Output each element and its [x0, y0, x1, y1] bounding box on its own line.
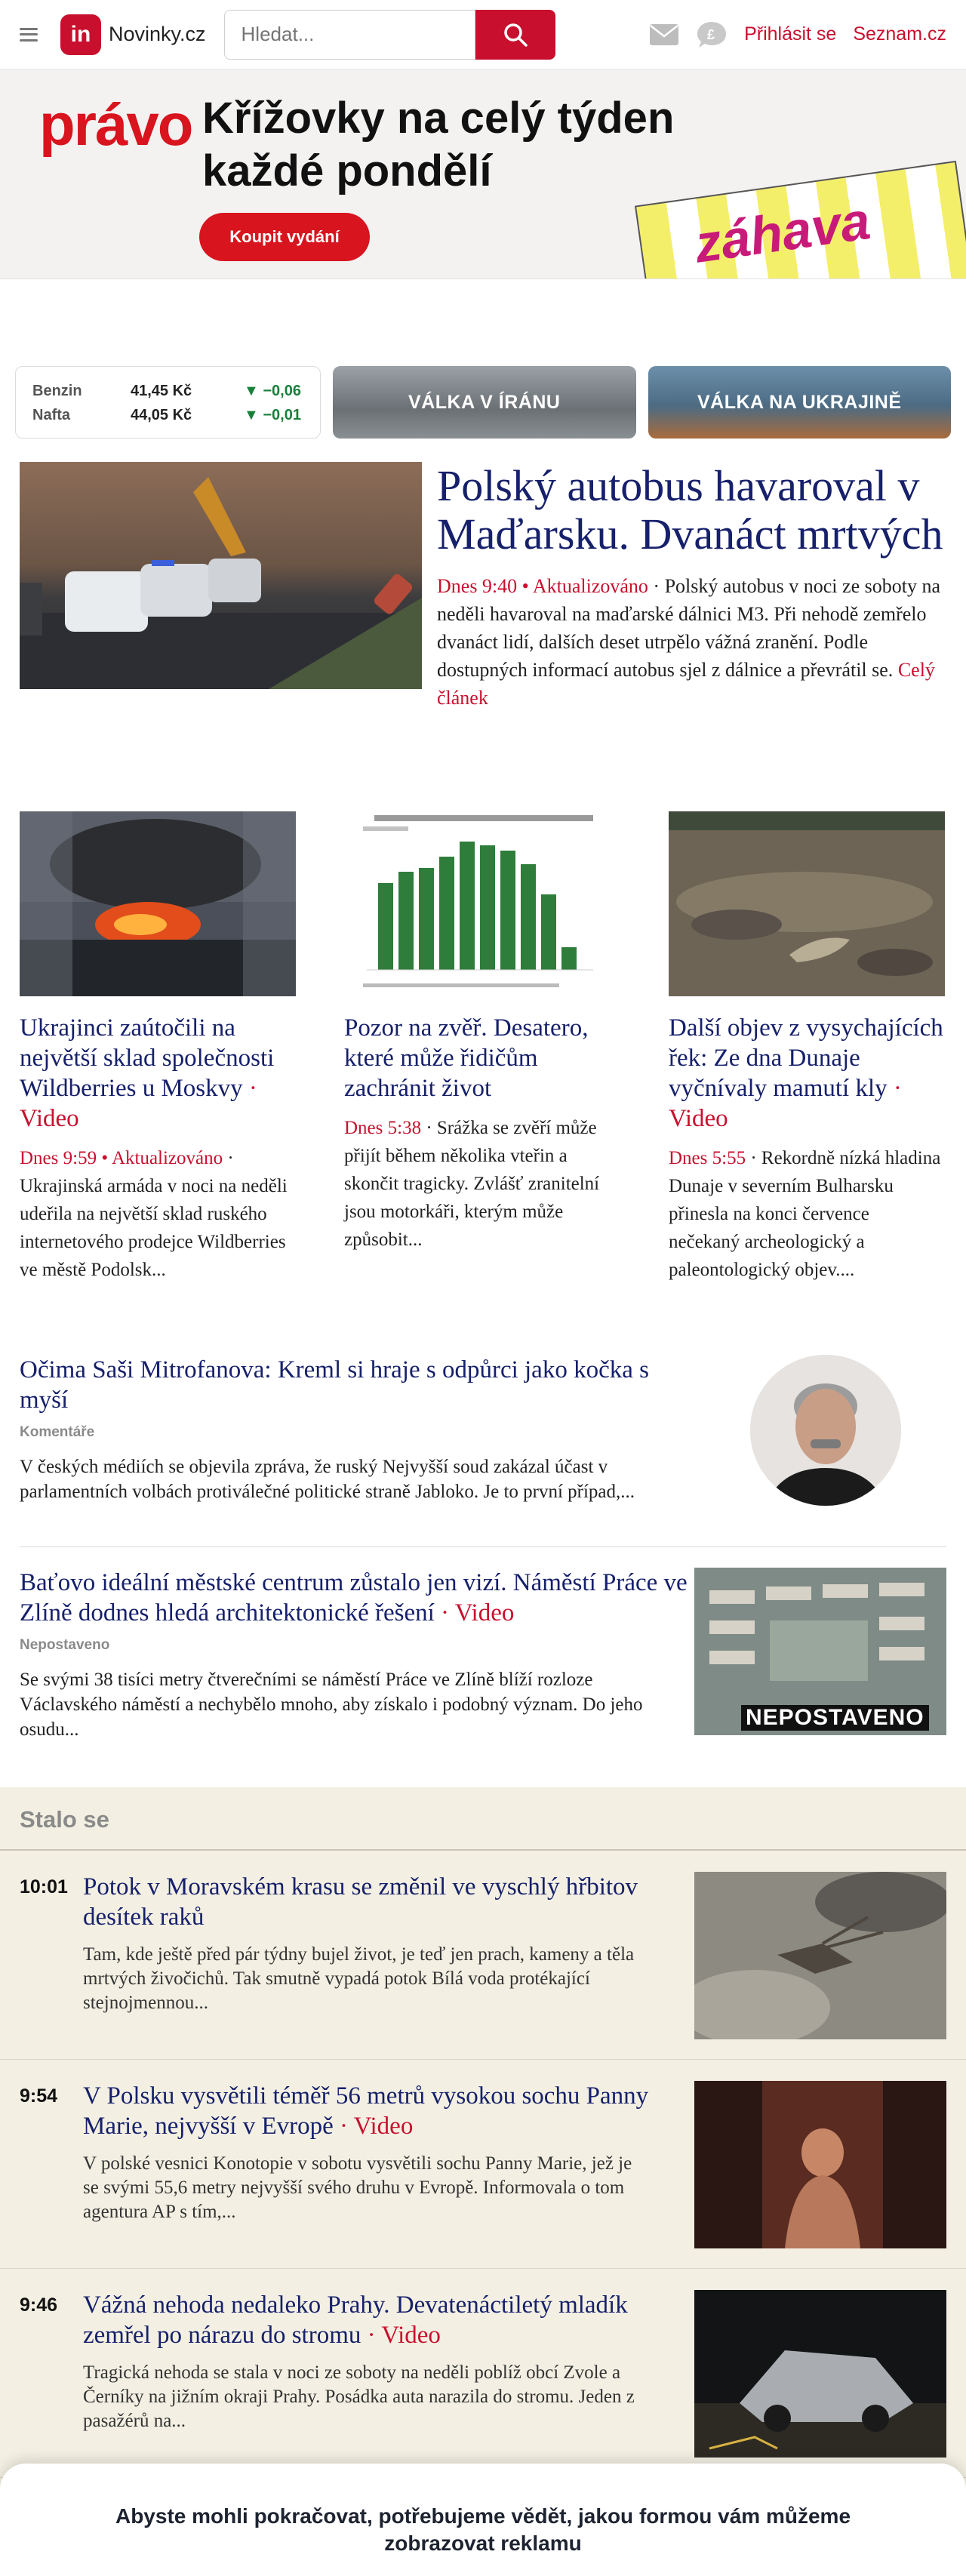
article-title[interactable] — [669, 1013, 945, 1134]
commentary-title[interactable]: Očima Saši Mitrofanova: Kreml si hraje s odpůrci jako kočka s myší — [20, 1356, 649, 1414]
latest-news-item — [0, 2269, 966, 2478]
banner-headline — [202, 92, 674, 198]
pravo-logo: právo — [39, 91, 192, 158]
fuel-prices-widget[interactable] — [15, 366, 321, 439]
commentary-perex: V českých médiích se objevila zpráva, že ruský Nejvyšší soud zakázal účast v parlamentních volbách protiválečné politické straně Jabloko. Je to první případ,... — [20, 1457, 635, 1502]
fuel-name: Nafta — [32, 406, 71, 423]
danube-riverbed-photo — [669, 811, 945, 996]
fuel-row-diesel — [32, 403, 303, 427]
lead-article-perex — [437, 572, 946, 712]
car-crash-photo — [694, 2290, 946, 2458]
perex-text: Srážka se zvěří může přijít během několika vteřin a skončit tragicky. Zvlášť zranitelní jsou motorkáři, kterým může způsobit... — [344, 1118, 600, 1250]
article-title[interactable] — [344, 1013, 620, 1103]
header-actions — [649, 20, 946, 49]
article-card — [20, 811, 296, 1284]
news-image[interactable] — [694, 2290, 946, 2458]
article-time: Dnes 9:59 • Aktualizováno — [20, 1148, 223, 1168]
search-button[interactable] — [475, 10, 555, 60]
buy-issue-button[interactable]: Koupit vydání — [199, 213, 370, 261]
search-input[interactable] — [224, 10, 475, 60]
lead-article-title[interactable]: Polský autobus havaroval v Maďarsku. Dvanáct mrtvých — [437, 461, 943, 559]
consent-text: Abyste mohli pokračovat, potřebujeme vědět, jakou formou vám můžeme zobrazovat reklamu — [115, 2504, 851, 2555]
news-body — [83, 2081, 649, 2224]
video-label: · Video — [669, 1075, 902, 1132]
news-time: 9:54 — [20, 2085, 58, 2107]
latest-news-section — [0, 1787, 966, 2576]
article-image[interactable] — [344, 811, 620, 996]
video-label: · Video — [20, 1075, 257, 1132]
category-label[interactable]: Komentáře — [20, 1424, 95, 1440]
news-title-text: Vážná nehoda nedaleko Prahy. Devatenáctiletý mladík zemřel po nárazu do stromu — [83, 2291, 628, 2349]
article-grid — [20, 811, 946, 1284]
fuel-change: ▼ −0,06 — [244, 382, 301, 399]
lead-article — [20, 462, 946, 712]
article-image[interactable] — [20, 811, 296, 996]
news-image[interactable] — [694, 1872, 946, 2039]
article-time: Dnes 5:38 — [344, 1118, 422, 1138]
bata-text — [20, 1568, 691, 1742]
news-perex: Tam, kde ještě před pár týdny bujel život, je teď jen prach, kameny a těla mrtvých živočichů. Tak smutně vypadá potok Bílá voda protékající stejnojmennou... — [83, 1944, 635, 2013]
mail-icon[interactable] — [649, 23, 679, 46]
video-label: · Video — [441, 1599, 515, 1627]
news-image[interactable] — [694, 2081, 946, 2248]
news-perex: V polské vesnici Konotopie v sobotu vysvětili sochu Panny Marie, jež je se svými 55,6 metry nejvyšší svého druhu v Evropě. Informovala o tom agentura AP s tím,... — [83, 2153, 632, 2222]
ad-consent-panel[interactable] — [0, 2464, 966, 2576]
separator: · — [653, 575, 665, 597]
article-title[interactable] — [20, 1013, 296, 1134]
banner-headline-line-1: Křížovky na celý týden — [202, 94, 675, 143]
bata-perex: Se svými 38 tisíci metry čtverečními se náměstí Práce ve Zlíně blíží rozloze Václavského náměstí a nechybělo mnoho, aby získalo i podobný význam. Do jeho osudu... — [20, 1670, 643, 1740]
commentary-text — [20, 1355, 691, 1504]
perex-text: Rekordně nízká hladina Dunaje v severním Bulharsku přinesla na konci července nečekaný archeologický a paleontologický objev.... — [669, 1148, 941, 1280]
category-label[interactable]: Nepostaveno — [20, 1637, 110, 1653]
news-body — [83, 2290, 649, 2433]
banner-headline-line-2: každé pondělí — [202, 146, 492, 195]
news-title[interactable] — [83, 2290, 649, 2350]
news-perex: Tragická nehoda se stala v noci ze soboty na neděli poblíž obcí Zvole a Černíky na jižním okraji Prahy. Posádka auta narazila do stromu. Jeden z pasažérů na... — [83, 2362, 635, 2431]
mary-statue-photo — [694, 2081, 946, 2248]
wildlife-collision-chart-image — [344, 811, 620, 996]
article-image[interactable] — [669, 811, 945, 996]
author-portrait — [750, 1355, 901, 1506]
perex-text: Polský autobus v noci ze soboty na neděli havaroval na maďarské dálnici M3. Při nehodě zemřelo dvanáct lidí, dalších deset utrpělo vážná zranění. Podle dostupných informací autobus sjel z dálnice a převrátil se. — [437, 575, 940, 681]
video-label: · Video — [340, 2113, 414, 2140]
fuel-row-petrol — [32, 379, 303, 403]
commentary-article — [20, 1355, 946, 1547]
fuel-change: ▼ −0,01 — [244, 406, 301, 423]
site-logo[interactable] — [60, 14, 206, 55]
menu-icon[interactable] — [20, 28, 38, 42]
bata-article — [20, 1568, 946, 1741]
logo-text: Novinky.cz — [109, 23, 206, 45]
article-perex: Dnes 5:38 · Srážka se zvěří může přijít během několika vteřin a skončit tragicky. Zvlášť zranitelní jsou motorkáři, kterým může způsobit... — [344, 1118, 600, 1250]
article-time: Dnes 9:40 • Aktualizováno — [437, 575, 648, 597]
perex-text: Ukrajinská armáda v noci na neděli udeřila na největší sklad ruského internetového prodejce Wildberries ve městě Podolsk... — [20, 1176, 288, 1280]
lead-article-image[interactable] — [20, 462, 422, 689]
news-title[interactable] — [83, 1872, 649, 1932]
article-title-text: Baťovo ideální městské centrum zůstalo jen vizí. Náměstí Práce ve Zlíně dodnes hledá architektonické řešení — [20, 1569, 688, 1627]
article-title-text: Ukrajinci zaútočili na největší sklad společnosti Wildberries u Moskvy — [20, 1014, 275, 1102]
bus-crash-photo — [20, 462, 422, 689]
article-card — [344, 811, 620, 1284]
nepostaveno-label: NEPOSTAVENO — [741, 1705, 929, 1731]
news-title-text: V Polsku vysvětili téměř 56 metrů vysokou sochu Panny Marie, nejvyšší v Evropě — [83, 2082, 649, 2140]
article-title-text: Další objev z vysychajících řek: Ze dna Dunaje vyčnívaly mamutí kly — [669, 1014, 943, 1102]
seznam-link[interactable]: Seznam.cz — [853, 23, 946, 45]
bata-title[interactable] — [20, 1568, 691, 1628]
fuel-price: 41,45 Kč — [131, 382, 192, 399]
latest-news-item — [0, 2060, 966, 2269]
latest-news-item — [0, 1851, 966, 2060]
news-time: 10:01 — [20, 1876, 68, 1897]
latest-news-heading[interactable]: Stalo se — [0, 1787, 966, 1851]
article-card — [669, 811, 945, 1284]
fuel-name: Benzin — [32, 382, 82, 399]
lead-article-text — [437, 462, 946, 712]
fuel-price: 44,05 Kč — [131, 406, 192, 423]
video-label: · Video — [367, 2322, 441, 2349]
crossword-magazine-image — [635, 161, 966, 279]
read-more-link[interactable]: Celý článek — [437, 659, 935, 709]
bata-image[interactable] — [694, 1568, 946, 1735]
topic-war-ukraine[interactable]: VÁLKA NA UKRAJINĚ — [648, 366, 952, 439]
author-avatar[interactable] — [750, 1355, 901, 1506]
news-body — [83, 1872, 649, 2015]
topic-war-iran[interactable]: VÁLKA V ÍRÁNU — [333, 366, 636, 439]
article-perex: Dnes 9:59 • Aktualizováno · Ukrajinská armáda v noci na neděli udeřila na největší sklad ruského internetového prodejce Wildberries ve městě Podolsk... — [20, 1148, 288, 1280]
logo-badge: in — [60, 14, 101, 55]
quick-info-row — [15, 366, 951, 439]
svg-text:£: £ — [707, 26, 715, 42]
login-link[interactable]: Přihlásit se — [744, 23, 837, 45]
article-perex: Dnes 5:55 · Rekordně nízká hladina Dunaje v severním Bulharsku přinesla na konci července nečekaný archeologický a paleontologický objev.... — [669, 1148, 941, 1280]
search-icon — [503, 22, 528, 48]
news-title[interactable] — [83, 2081, 649, 2141]
warehouse-fire-photo — [20, 811, 296, 996]
news-title-text: Potok v Moravském krasu se změnil ve vyschlý hřbitov desítek raků — [83, 1873, 638, 1931]
dead-crayfish-photo — [694, 1872, 946, 2039]
article-time: Dnes 5:55 — [669, 1148, 746, 1168]
search-form — [224, 10, 555, 60]
zahava-logo: záhava — [691, 190, 874, 274]
news-time: 9:46 — [20, 2294, 58, 2316]
site-header — [0, 0, 966, 69]
article-title-text: Pozor na zvěř. Desatero, které může řidičům zachránit život — [344, 1014, 589, 1102]
ad-banner[interactable] — [0, 69, 966, 279]
chat-icon[interactable] — [696, 20, 728, 49]
